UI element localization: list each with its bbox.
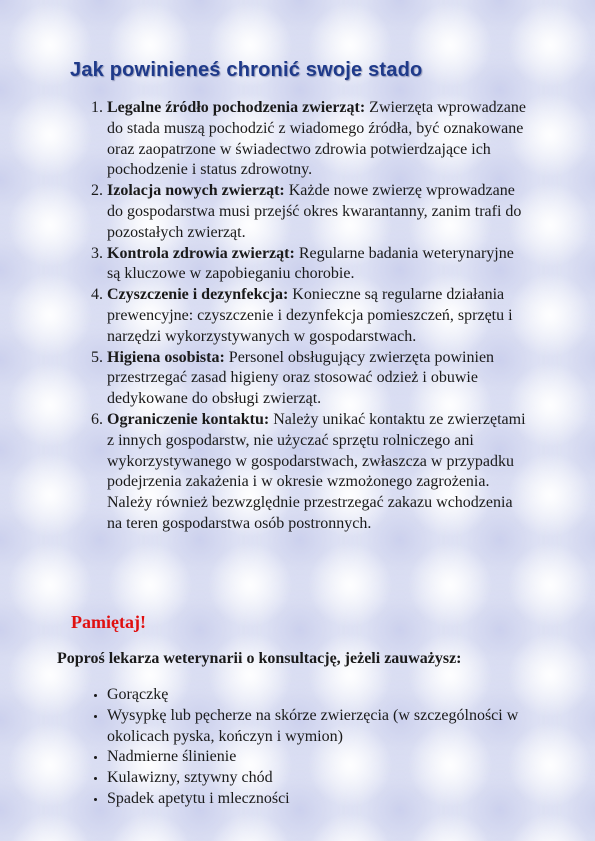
step-item bbox=[107, 285, 527, 347]
step-heading: Czyszczenie i dezynfekcja: bbox=[107, 286, 289, 304]
step-text: Konieczne są regularne działania prewencyjne: czyszczenie i dezynfekcja pomieszczeń, sprzętu i narzędzi wykorzystywanych w gospodarstwach. bbox=[107, 286, 513, 345]
symptom-item: • Spadek apetytu i mleczności bbox=[107, 789, 527, 810]
page-title: Jak powinieneś chronić swoje stado bbox=[70, 59, 423, 81]
step-heading: Higiena osobista: bbox=[107, 348, 225, 366]
protection-steps-list bbox=[0, 98, 527, 535]
step-heading: Legalne źródło pochodzenia zwierząt: bbox=[107, 99, 366, 116]
step-item bbox=[107, 181, 527, 243]
symptom-item: • Wysypkę lub pęcherze na skórze zwierzęcia (w szczególności w okolicach pyska, kończyn i wymion) bbox=[107, 706, 527, 748]
step-heading: Kontrola zdrowia zwierząt: bbox=[107, 244, 295, 262]
step-text: Zwierzęta wprowadzane do stada muszą pochodzić z wiadomego źródła, być oznakowane oraz zaopatrzone w świadectwo zdrowia potwierdzające ich pochodzenie i status zdrowotny. bbox=[107, 99, 526, 179]
symptoms-list bbox=[0, 685, 527, 810]
step-item bbox=[107, 410, 527, 535]
step-item bbox=[107, 244, 527, 286]
consult-vet-note: Poproś lekarza weterynarii o konsultację, jeżeli zauważysz: bbox=[57, 650, 462, 667]
step-heading: Ograniczenie kontaktu: bbox=[107, 410, 270, 428]
step-item bbox=[107, 348, 527, 410]
symptom-item: • Nadmierne ślinienie bbox=[107, 747, 527, 768]
step-text: Każde nowe zwierzę wprowadzane do gospodarstwa musi przejść okres kwarantanny, zanim trafi do pozostałych zwierząt. bbox=[107, 182, 522, 241]
symptom-item: • Kulawizny, sztywny chód bbox=[107, 768, 527, 789]
step-text: Personel obsługujący zwierzęta powinien przestrzegać zasad higieny oraz stosować odzież i obuwie dedykowane do obsługi zwierząt. bbox=[107, 348, 495, 408]
remember-heading: Pamiętaj! bbox=[71, 612, 146, 632]
symptom-item: • Gorączkę bbox=[107, 685, 527, 706]
step-text: Należy unikać kontaktu ze zwierzętami z innych gospodarstw, nie użyczać sprzętu rolniczego ani wykorzystywanego w gospodarstwach, zwłaszcza w przypadku podejrzenia zakażenia i w okresie wzmożonego zagrożenia. Należy również bezwzględnie przestrzegać zakazu wchodzenia na teren gospodarstwa osób postronnych. bbox=[107, 410, 526, 532]
step-text: Regularne badania weterynaryjne są kluczowe w zapobieganiu chorobie. bbox=[107, 244, 514, 283]
step-item bbox=[107, 98, 527, 181]
step-heading: Izolacja nowych zwierząt: bbox=[107, 182, 285, 200]
